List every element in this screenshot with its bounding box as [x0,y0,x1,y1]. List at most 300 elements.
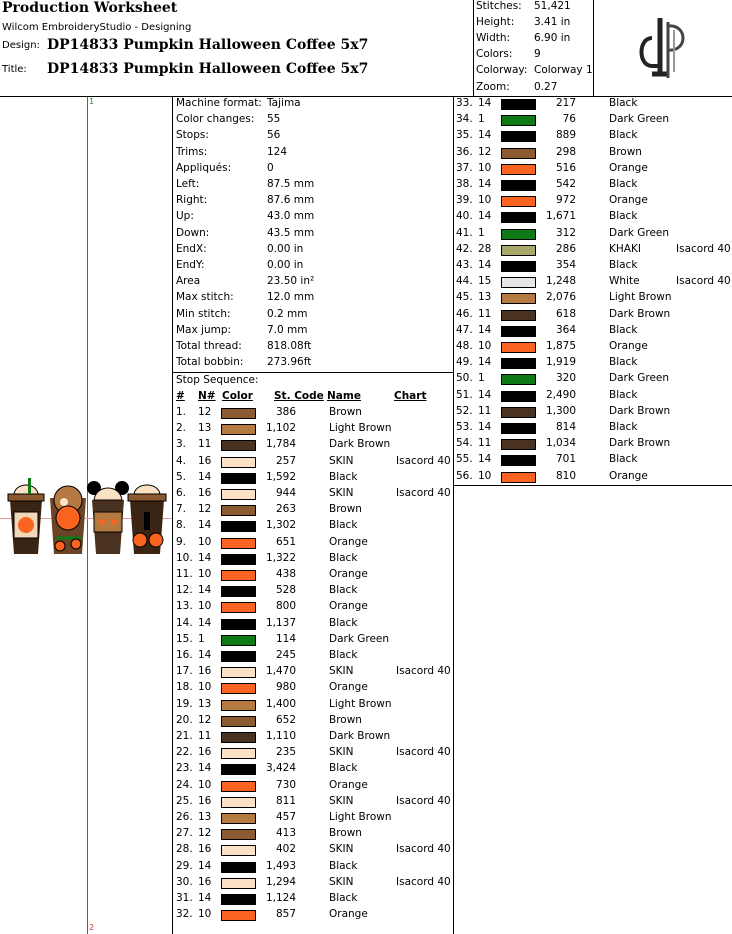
stop-color-name: Dark Brown [609,437,671,449]
colors-value: 9 [534,48,541,60]
stop-index: 12. [176,584,193,596]
stop-row [456,129,731,145]
stop-index: 44. [456,275,473,287]
stop-stitch-code: 1,294 [265,876,296,888]
stop-color-name: Brown [609,146,642,158]
color-swatch [501,439,536,450]
stop-index: 18. [176,681,193,693]
stop-stitch-code: 217 [555,97,576,109]
stop-stitch-code: 457 [275,811,296,823]
color-swatch [221,683,256,694]
stop-stitch-code: 730 [275,779,296,791]
stop-needle: 14 [198,471,212,483]
stop-row [176,633,451,649]
stop-needle: 14 [478,210,492,222]
stop-needle: 14 [478,324,492,336]
color-swatch [501,423,536,434]
stop-color-name: Black [329,552,358,564]
color-swatch [221,635,256,646]
stop-needle: 10 [198,568,212,580]
stop-color-name: SKIN [329,487,354,499]
info-value: 87.5 mm [267,178,315,190]
stop-color-name: Black [609,453,638,465]
stop-needle: 10 [198,681,212,693]
stop-row [456,453,731,469]
stop-stitch-code: 320 [555,372,576,384]
stop-needle: 13 [198,698,212,710]
stop-needle: 10 [478,162,492,174]
stop-stitch-code: 652 [275,714,296,726]
stop-index: 49. [456,356,473,368]
info-label: EndY: [176,259,205,271]
stop-row [456,405,731,421]
stop-color-name: Orange [329,536,368,548]
stop-index: 2. [176,422,187,434]
stop-color-name: Orange [609,194,648,206]
info-label: Max jump: [176,324,232,336]
stop-color-name: Brown [329,406,362,418]
stop-row [176,600,451,616]
stop-row [176,762,451,778]
stop-color-name: Black [329,471,358,483]
stop-row [176,843,451,859]
color-swatch [501,391,536,402]
stop-row [176,795,451,811]
stop-index: 4. [176,455,187,467]
color-swatch [221,473,256,484]
stop-needle: 10 [198,908,212,920]
stop-needle: 14 [198,649,212,661]
stop-index: 24. [176,779,193,791]
stop-color-name: SKIN [329,455,354,467]
stop-row [456,291,731,307]
stop-index: 46. [456,308,473,320]
color-swatch [501,245,536,256]
color-swatch [221,586,256,597]
info-label: Right: [176,194,208,206]
stop-chart: Isacord 40 [396,665,451,677]
color-swatch [501,131,536,142]
info-label: Total thread: [176,340,242,352]
color-swatch [501,374,536,385]
info-value: 0.00 in [267,259,304,271]
stop-stitch-code: 1,124 [265,892,296,904]
color-swatch [501,229,536,240]
stop-index: 10. [176,552,193,564]
stop-index: 15. [176,633,193,645]
color-swatch [501,310,536,321]
info-label: Area [176,275,201,287]
stop-stitch-code: 800 [275,600,296,612]
stop-needle: 14 [478,97,492,109]
stop-index: 6. [176,487,187,499]
color-swatch [501,407,536,418]
stop-needle: 14 [198,584,212,596]
stop-color-name: Black [609,129,638,141]
info-label: Max stitch: [176,291,234,303]
stop-needle: 16 [198,455,212,467]
stop-row [176,860,451,876]
stop-index: 40. [456,210,473,222]
stop-row [456,308,731,324]
stop-color-name: Orange [609,340,648,352]
info-value: 0 [267,162,274,174]
stop-row [176,892,451,908]
stop-index: 35. [456,129,473,141]
stop-needle: 1 [198,633,205,645]
stop-index: 31. [176,892,193,904]
stop-row [176,503,451,519]
stop-stitch-code: 1,322 [265,552,296,564]
info-label: Color changes: [176,113,255,125]
width-value: 6.90 in [534,32,571,44]
stop-needle: 12 [198,503,212,515]
stop-stitch-code: 1,919 [545,356,576,368]
stop-row [456,372,731,388]
stop-row [456,324,731,340]
info-value: 23.50 in² [267,275,315,287]
stop-index: 50. [456,372,473,384]
stop-stitch-code: 1,102 [265,422,296,434]
stop-index: 3. [176,438,187,450]
stop-stitch-code: 857 [275,908,296,920]
height-value: 3.41 in [534,16,571,28]
stop-row [176,552,451,568]
stop-needle: 14 [198,762,212,774]
stop-row [176,876,451,892]
stop-index: 47. [456,324,473,336]
stop-row [176,811,451,827]
stop-index: 22. [176,746,193,758]
color-swatch [221,716,256,727]
height-label: Height: [476,16,515,28]
color-swatch [501,455,536,466]
color-swatch [221,797,256,808]
stop-needle: 14 [478,178,492,190]
design-preview-image [2,478,170,558]
design-value: DP14833 Pumpkin Halloween Coffee 5x7 [47,37,369,53]
stop-stitch-code: 354 [555,259,576,271]
stop-row [176,665,451,681]
stop-sequence-title: Stop Sequence: [176,374,259,386]
stop-index: 13. [176,600,193,612]
color-swatch [221,829,256,840]
stop-row [456,356,731,372]
stop-color-name: Black [609,210,638,222]
stop-row [456,259,731,275]
info-value: 43.0 mm [267,210,315,222]
stop-stitch-code: 618 [555,308,576,320]
stop-color-name: SKIN [329,746,354,758]
info-label: Min stitch: [176,308,231,320]
stop-index: 19. [176,698,193,710]
color-swatch [221,538,256,549]
stop-index: 25. [176,795,193,807]
stop-stitch-code: 298 [555,146,576,158]
stop-row [176,698,451,714]
stop-index: 36. [456,146,473,158]
info-value: 43.5 mm [267,227,315,239]
stop-color-name: Dark Green [609,372,670,384]
stop-needle: 14 [198,552,212,564]
info-value: 7.0 mm [267,324,308,336]
colors-label: Colors: [476,48,513,60]
stop-needle: 12 [198,406,212,418]
app-name: Wilcom EmbroideryStudio - Designing [2,22,192,33]
stop-color-name: Orange [329,568,368,580]
info-label: EndX: [176,243,207,255]
info-label: Left: [176,178,200,190]
stop-chart: Isacord 40 [396,795,451,807]
info-label: Stops: [176,129,209,141]
stop-stitch-code: 386 [275,406,296,418]
stop-color-name: Dark Brown [609,308,671,320]
stop-stitch-code: 312 [555,227,576,239]
stop-index: 30. [176,876,193,888]
stitches-label: Stitches: [476,0,522,12]
stop-index: 55. [456,453,473,465]
stop-color-name: Black [329,892,358,904]
color-swatch [501,99,536,110]
color-swatch [501,342,536,353]
stop-stitch-code: 1,300 [545,405,576,417]
stop-index: 21. [176,730,193,742]
color-swatch [501,358,536,369]
stop-color-name: Light Brown [329,698,392,710]
stop-needle: 15 [478,275,492,287]
color-swatch [221,570,256,581]
stop-stitch-code: 1,493 [265,860,296,872]
stop-stitch-code: 245 [275,649,296,661]
stop-row [456,389,731,405]
stop-color-name: Black [609,421,638,433]
stop-color-name: SKIN [329,665,354,677]
stop-stitch-code: 1,400 [265,698,296,710]
stop-row [456,470,731,486]
stop-row [176,487,451,503]
stop-stitch-code: 651 [275,536,296,548]
stitches-value: 51,421 [534,0,571,12]
stop-color-name: Orange [329,600,368,612]
color-swatch [501,148,536,159]
stop-index: 38. [456,178,473,190]
stop-row [176,908,451,924]
color-swatch [221,748,256,759]
stop-index: 56. [456,470,473,482]
info-value: 0.2 mm [267,308,308,320]
stop-stitch-code: 811 [275,795,296,807]
color-swatch [501,326,536,337]
stop-stitch-code: 1,137 [265,617,296,629]
stop-needle: 10 [198,536,212,548]
stop-index: 9. [176,536,187,548]
stop-row [176,681,451,697]
stop-index: 11. [176,568,193,580]
stop-needle: 12 [478,146,492,158]
info-value: 124 [267,146,288,158]
stop-index: 34. [456,113,473,125]
header-chart: Chart [394,390,427,402]
stop-color-name: Black [609,324,638,336]
stop-index: 51. [456,389,473,401]
color-swatch [501,196,536,207]
stop-stitch-code: 701 [555,453,576,465]
stop-color-name: White [609,275,640,287]
stop-color-name: SKIN [329,843,354,855]
stop-stitch-code: 944 [275,487,296,499]
stop-row [456,146,731,162]
colorway-label: Colorway: [476,64,528,76]
color-swatch [221,408,256,419]
stop-needle: 28 [478,243,492,255]
stop-needle: 13 [198,811,212,823]
stop-stitch-code: 810 [555,470,576,482]
stop-color-name: Black [329,649,358,661]
stop-color-name: Black [609,356,638,368]
stop-needle: 14 [198,617,212,629]
color-swatch [221,878,256,889]
stop-chart: Isacord 40 [396,746,451,758]
stop-stitch-code: 1,875 [545,340,576,352]
header-needle: N# [198,390,216,402]
stop-row [176,827,451,843]
stop-row [176,746,451,762]
stop-index: 5. [176,471,187,483]
color-swatch [501,212,536,223]
stop-needle: 10 [478,470,492,482]
stop-needle: 12 [198,714,212,726]
stop-stitch-code: 1,784 [265,438,296,450]
stop-index: 17. [176,665,193,677]
color-swatch [221,667,256,678]
info-value: 12.0 mm [267,291,315,303]
stop-row [456,97,731,113]
stop-row [456,178,731,194]
stop-needle: 16 [198,795,212,807]
stop-row [176,422,451,438]
header-name: Name [327,390,361,402]
stop-needle: 11 [478,437,492,449]
zoom-label: Zoom: [476,81,510,93]
stop-index: 37. [456,162,473,174]
stop-stitch-code: 1,302 [265,519,296,531]
stop-needle: 14 [198,519,212,531]
stop-color-name: Dark Green [329,633,390,645]
stop-row [176,406,451,422]
stop-row [456,210,731,226]
color-swatch [221,894,256,905]
stop-color-name: Brown [329,503,362,515]
color-swatch [501,472,536,483]
stop-index: 1. [176,406,187,418]
stop-stitch-code: 235 [275,746,296,758]
stop-stitch-code: 3,424 [265,762,296,774]
stop-index: 53. [456,421,473,433]
stop-row [176,714,451,730]
stop-needle: 1 [478,372,485,384]
stop-stitch-code: 1,592 [265,471,296,483]
stop-color-name: Black [329,519,358,531]
stop-needle: 16 [198,876,212,888]
color-swatch [221,862,256,873]
stop-row [456,340,731,356]
stop-stitch-code: 438 [275,568,296,580]
stop-color-name: KHAKI [609,243,641,255]
stop-stitch-code: 2,076 [545,291,576,303]
color-swatch [501,180,536,191]
stop-index: 41. [456,227,473,239]
title-value: DP14833 Pumpkin Halloween Coffee 5x7 [47,61,369,77]
info-label: Appliqués: [176,162,232,174]
stop-stitch-code: 402 [275,843,296,855]
stop-stitch-code: 1,110 [265,730,296,742]
color-swatch [221,764,256,775]
stop-row [176,438,451,454]
section-divider [172,372,453,373]
stop-index: 28. [176,843,193,855]
stop-color-name: SKIN [329,795,354,807]
stop-stitch-code: 76 [562,113,576,125]
stop-row [456,227,731,243]
header-stitch-code: St. Code [274,390,324,402]
stop-stitch-code: 364 [555,324,576,336]
stop-color-name: Black [609,259,638,271]
info-value: Tajima [267,97,301,109]
stop-index: 48. [456,340,473,352]
stop-index: 42. [456,243,473,255]
stop-row [176,568,451,584]
brand-logo-icon [630,12,696,82]
stop-row [456,243,731,259]
stop-chart: Isacord 40 [396,455,451,467]
title-label: Title: [2,64,27,75]
info-label: Machine format: [176,97,262,109]
color-swatch [221,457,256,468]
color-swatch [501,164,536,175]
stop-index: 54. [456,437,473,449]
stop-stitch-code: 2,490 [545,389,576,401]
stop-color-name: Orange [329,908,368,920]
color-swatch [221,505,256,516]
stop-chart: Isacord 40 [676,243,731,255]
stop-needle: 14 [478,453,492,465]
info-label: Down: [176,227,210,239]
stop-row [456,162,731,178]
stop-color-name: Orange [329,681,368,693]
stop-color-name: Brown [329,714,362,726]
stop-needle: 14 [478,389,492,401]
stop-index: 14. [176,617,193,629]
stop-row [176,730,451,746]
stop-color-name: Brown [329,827,362,839]
stop-stitch-code: 286 [555,243,576,255]
stop-color-name: Light Brown [329,422,392,434]
stop-row [176,471,451,487]
stop-row [176,649,451,665]
color-swatch [221,602,256,613]
stop-needle: 14 [478,259,492,271]
color-swatch [221,489,256,500]
stop-stitch-code: 516 [555,162,576,174]
stop-color-name: Dark Green [609,113,670,125]
info-label: Trims: [176,146,208,158]
stop-stitch-code: 1,470 [265,665,296,677]
stop-needle: 11 [198,438,212,450]
color-swatch [221,424,256,435]
stop-chart: Isacord 40 [396,876,451,888]
stop-stitch-code: 413 [275,827,296,839]
header-divider [473,0,474,96]
